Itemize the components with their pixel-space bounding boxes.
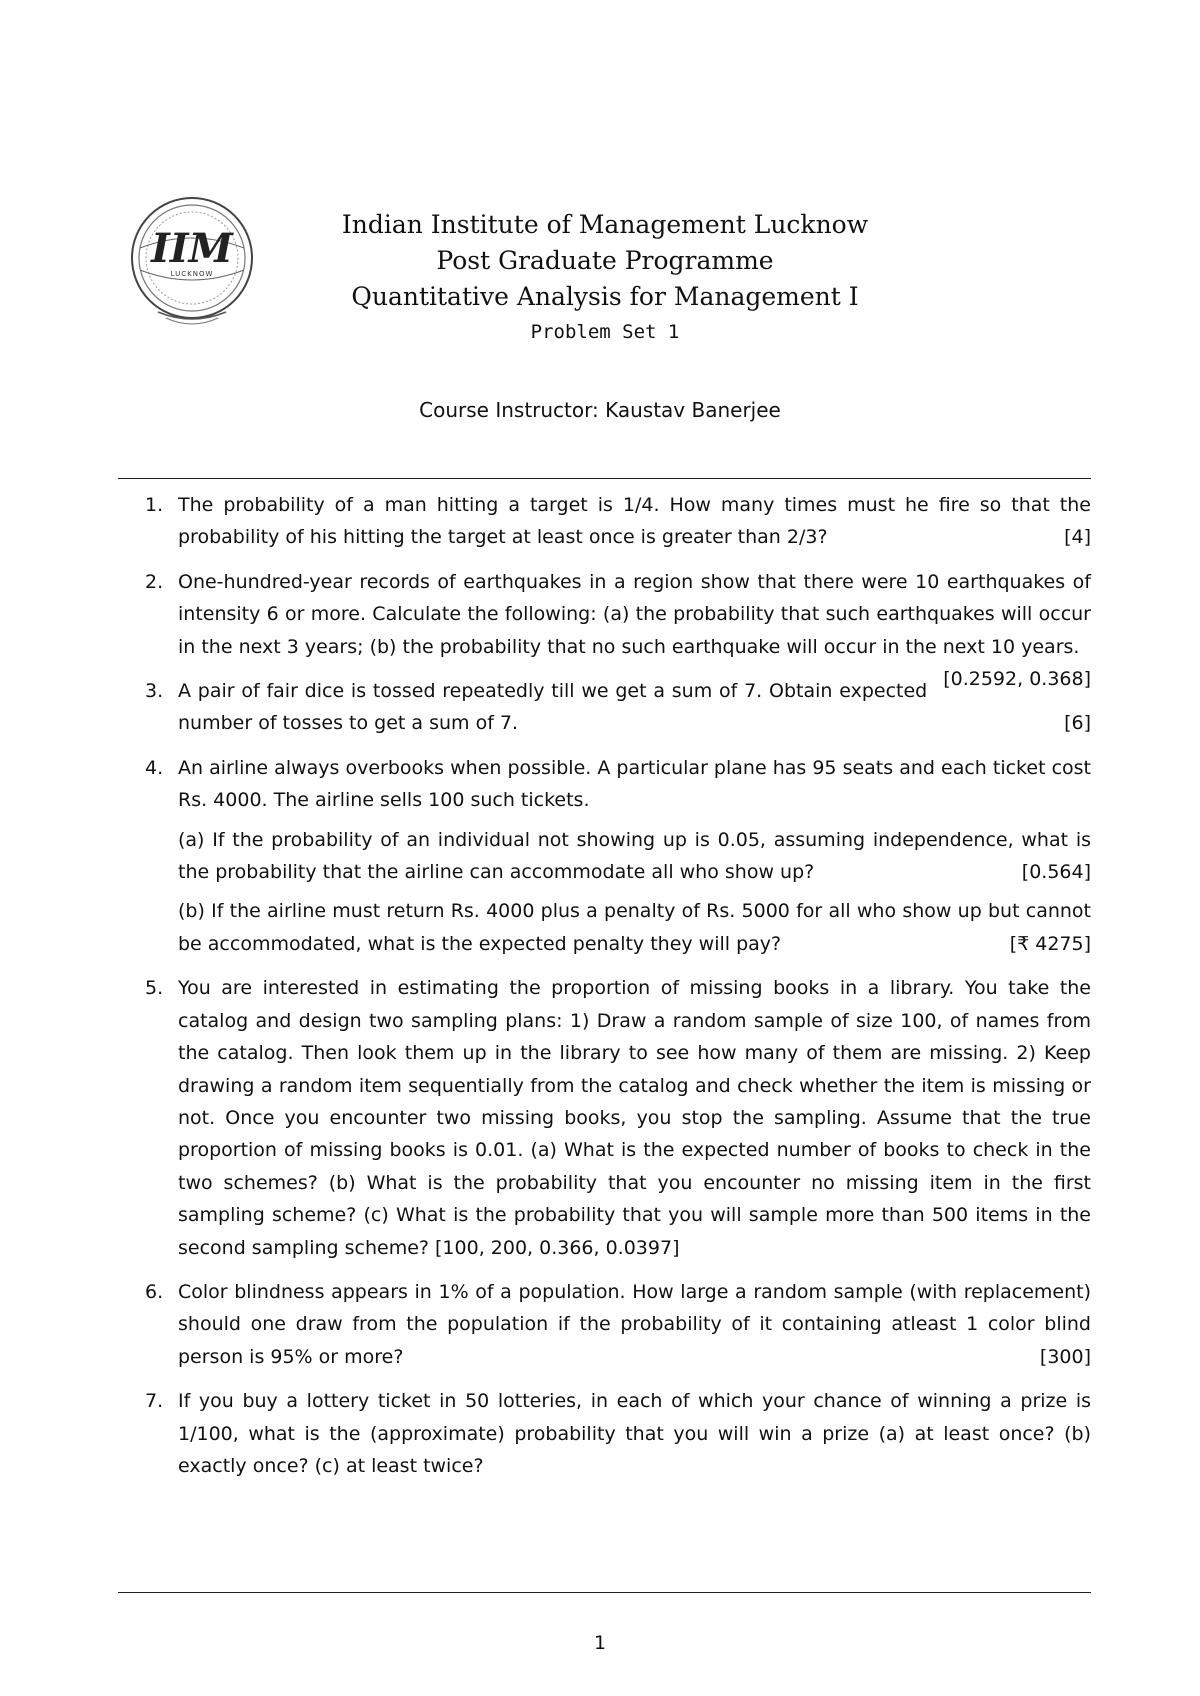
problem-text: The probability of a man hitting a target is 1/4. How many times must he fire so that the probability of his hitting the target at least once is greater than 2/3?: [178, 494, 1091, 549]
problem-text: You are interested in estimating the proportion of missing books in a library. You take the catalog and design two sampling plans: 1) Draw a random sample of size 100, of names from the catalog. Then look them up in the library to see how many of them are missing. 2) Keep drawing a random item sequentially from the catalog and check whether the item is missing or not. Once you encounter two missing books, you stop the sampling. Assume that the true proportion of missing books is 0.01. (a) What is the expected number of books to check in the two schemes? (b) What is the probability that you encounter no missing item in the first sampling scheme? (c) What is the probability that you will sample more than 500 items in the second sampling scheme? [100, 200, 0.366, 0.0397]: [178, 977, 1091, 1259]
part-text: (a) If the probability of an individual not showing up is 0.05, assuming independence, what is the probability that the airline can accommodate all who show up?: [178, 828, 1091, 884]
problem-text: One-hundred-year records of earthquakes in a region show that there were 10 earthquakes of intensity 6 or more. Calculate the following: (a) the probability that such earthquakes will occur in the next 3 years; (b) the probability that no such earthquake will occur in the next 10 years.: [178, 570, 1091, 658]
svg-text:LUCKNOW: LUCKNOW: [170, 270, 214, 278]
programme-name: Post Graduate Programme: [436, 246, 774, 275]
course-instructor: Course Instructor: Kaustav Banerjee: [419, 398, 781, 422]
iim-logo: [118, 190, 266, 338]
problem-answer: [4]: [1064, 526, 1091, 549]
problem-answer: [300]: [1039, 1345, 1091, 1368]
problem-number: 5.: [145, 977, 164, 1000]
part-answer: [₹ 4275]: [1009, 932, 1091, 955]
page-number: 1: [593, 1632, 607, 1654]
problem-number: 2.: [145, 570, 164, 593]
problem-3: [130, 675, 1091, 740]
problem-text: Color blindness appears in 1% of a population. How large a random sample (with replacement) should one draw from the population if the probability of it containing atleast 1 color blind person is 95% or more?: [178, 1280, 1091, 1368]
problem-text: An airline always overbooks when possible. A particular plane has 95 seats and each ticket cost Rs. 4000. The airline sells 100 such tickets.: [178, 756, 1091, 812]
problem-number: 6.: [145, 1280, 164, 1303]
problem-number: 7.: [145, 1390, 164, 1413]
part-text: (b) If the airline must return Rs. 4000 plus a penalty of Rs. 5000 for all who show up but cannot be accommodated, what is the expected penalty they will pay?: [178, 900, 1091, 955]
problem-1: [130, 489, 1091, 554]
institute-name: Indian Institute of Management Lucknow: [341, 210, 869, 239]
problem-number: 1.: [145, 494, 164, 516]
problem-7: [130, 1385, 1091, 1482]
problem-2: [130, 566, 1091, 691]
problem-number: 4.: [145, 756, 164, 779]
problem-list: [130, 489, 1091, 1494]
problem-4-part-b: [178, 895, 1091, 960]
problem-answer: [6]: [1064, 712, 1091, 735]
problem-5: [130, 972, 1091, 1264]
problem-text: A pair of fair dice is tossed repeatedly till we get a sum of 7. Obtain expected number of tosses to get a sum of 7.: [178, 680, 928, 735]
course-title: Quantitative Analysis for Management I: [351, 282, 859, 311]
problem-number: 3.: [145, 680, 164, 703]
problem-6: [130, 1276, 1091, 1373]
problem-4-part-a: [178, 824, 1091, 889]
top-divider: [118, 478, 1091, 479]
part-answer: [0.564]: [1021, 861, 1091, 884]
bottom-divider: [118, 1592, 1091, 1593]
problem-set-title: Problem Set 1: [530, 321, 680, 343]
problem-answer: [0.2592, 0.368]: [943, 668, 1091, 691]
document-header: [270, 207, 940, 348]
svg-text:IIM: IIM: [151, 225, 233, 272]
problem-4: [130, 752, 1091, 960]
problem-text: If you buy a lottery ticket in 50 lotteries, in each of which your chance of winning a prize is 1/100, what is the (approximate) probability that you will win a prize (a) at least once? (b) exactly once? (c) at least twice?: [178, 1390, 1091, 1477]
